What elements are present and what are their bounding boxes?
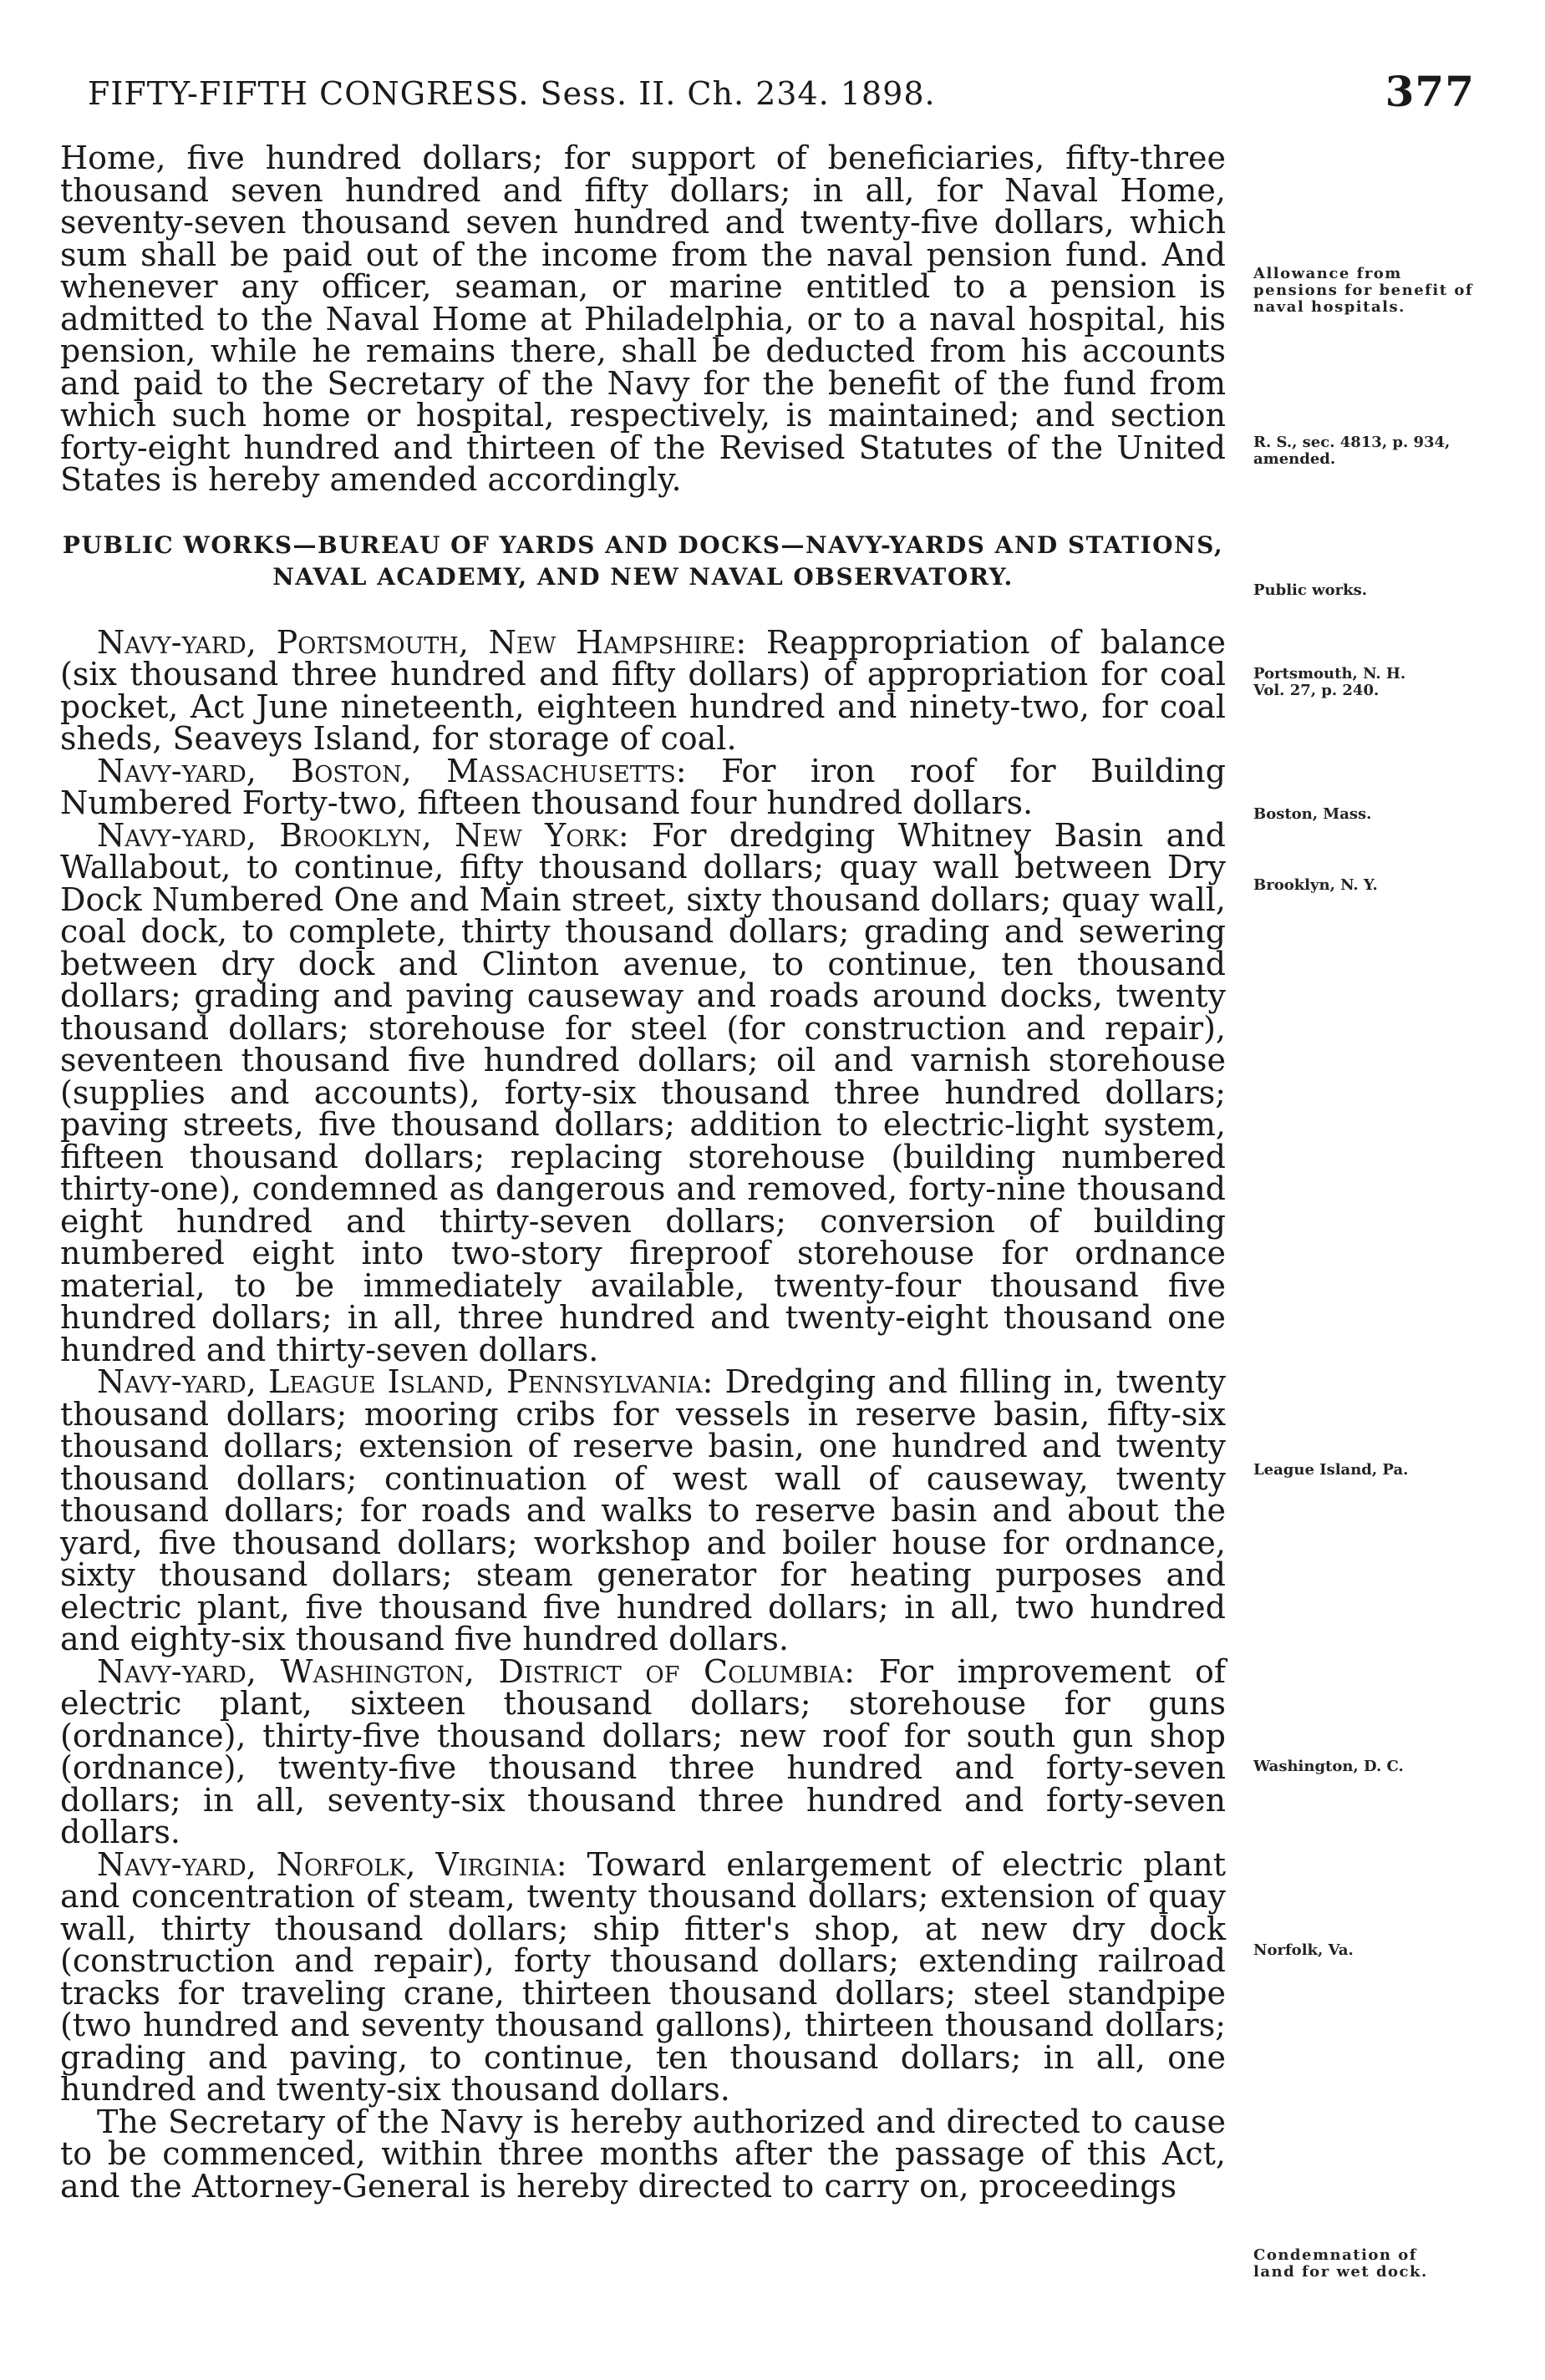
boston-label: Navy-yard, Boston, Massachusetts: bbox=[97, 752, 687, 789]
margin-note-allowance: Allowance from pensions for benefit of naval hospitals. bbox=[1253, 265, 1474, 316]
portsmouth-label: Navy-yard, Portsmouth, New Hampshire: bbox=[97, 623, 747, 661]
margin-note-portsmouth: Portsmouth, N. H. Vol. 27, p. 240. bbox=[1253, 665, 1406, 699]
portsmouth-text: Reappropriation of balance (six thousand three hundred and fifty dollars) of appropriation for coal pocket, Act June nineteenth, eighteen hundred and ninety-two, for coal sheds, Seaveys Island, for storage of coal. bbox=[60, 623, 1226, 757]
margin-note-washington: Washington, D. C. bbox=[1253, 1758, 1404, 1775]
margin-note-boston: Boston, Mass. bbox=[1253, 805, 1372, 823]
paragraph-league-island bbox=[60, 1363, 1226, 1657]
page-number: 377 bbox=[1385, 67, 1475, 116]
paragraph-norfolk bbox=[60, 1845, 1226, 2108]
paragraph-washington bbox=[60, 1652, 1226, 1850]
paragraph-naval-home: Home, five hundred dollars; for support of beneficiaries, fifty-three thousand seven hundred and fifty dollars; in all, for Naval Home, seventy-seven thousand seven hundred and twenty-five dollars, which sum shall be paid out of the income from the naval pension fund. And whenever any officer, seaman, or marine entitled to a pension is admitted to the Naval Home at Philadelphia, or to a naval hospital, his pension, while he remains there, shall be deducted from his accounts and paid to the Secretary of the Navy for the benefit of the fund from which such home or hospital, respectively, is maintained; and section forty-eight hundred and thirteen of the Revised Statutes of the United States is hereby amended accordingly. bbox=[60, 140, 1226, 498]
paragraph-portsmouth bbox=[60, 623, 1226, 757]
washington-label: Navy-yard, Washington, District of Columbia: bbox=[97, 1652, 855, 1690]
running-head: FIFTY-FIFTH CONGRESS. Sess. II. Ch. 234. 1898. bbox=[88, 75, 936, 112]
margin-note-norfolk: Norfolk, Va. bbox=[1253, 1941, 1354, 1959]
margin-note-condemnation: Condemnation of land for wet dock. bbox=[1253, 2246, 1428, 2281]
margin-note-brooklyn: Brooklyn, N. Y. bbox=[1253, 876, 1378, 894]
paragraph-brooklyn bbox=[60, 816, 1226, 1368]
margin-note-public-works: Public works. bbox=[1253, 581, 1367, 599]
margin-note-league-island: League Island, Pa. bbox=[1253, 1461, 1409, 1479]
washington-text: For improvement of electric plant, sixteen thousand dollars; storehouse for guns (ordnance), thirty-five thousand dollars; new roof for south gun shop (ordnance), twenty-five thousand three hundred and forty-seven dollars; in all, seventy-six thousand three hundred and forty-seven dollars. bbox=[60, 1652, 1226, 1850]
section-heading: PUBLIC WORKS—BUREAU OF YARDS AND DOCKS—NAVY-YARDS AND STATIONS, NAVAL ACADEMY, AND NEW NAVAL OBSERVATORY. bbox=[62, 530, 1224, 591]
league-label: Navy-yard, League Island, Pennsylvania: bbox=[97, 1363, 714, 1400]
norfolk-text: Toward enlargement of electric plant and concentration of steam, twenty thousand dollars; extension of quay wall, thirty thousand dollars; ship fitter's shop, at new dry dock (construction and repair), forty thousand dollars; extending railroad tracks for traveling crane, thirteen thousand dollars; steel standpipe (two hundred and seventy thousand gallons), thirteen thousand dollars; grading and paving, to continue, ten thousand dollars; in all, one hundred and twenty-six thousand dollars. bbox=[60, 1845, 1226, 2108]
league-text: Dredging and filling in, twenty thousand dollars; mooring cribs for vessels in reserve basin, fifty-six thousand dollars; extension of reserve basin, one hundred and twenty thousand dollars; continuation of west wall of causeway, twenty thousand dollars; for roads and walks to reserve basin and about the yard, five thousand dollars; workshop and boiler house for ordnance, sixty thousand dollars; steam generator for heating purposes and electric plant, five thousand five hundred dollars; in all, two hundred and eighty-six thousand five hundred dollars. bbox=[60, 1363, 1226, 1657]
main-text bbox=[60, 140, 1226, 2205]
brooklyn-text: For dredging Whitney Basin and Wallabout, to continue, fifty thousand dollars; quay wall between Dry Dock Numbered One and Main street, sixty thousand dollars; quay wall, coal dock, to complete, thirty thousand dollars; grading and sewering between dry dock and Clinton avenue, to continue, ten thousand dollars; grading and paving causeway and roads around docks, twenty thousand dollars; storehouse for steel (for construction and repair), seventeen thousand five hundred dollars; oil and varnish storehouse (supplies and accounts), forty-six thousand three hundred dollars; paving streets, five thousand dollars; addition to electric-light system, fifteen thousand dollars; replacing storehouse (building numbered thirty-one), condemned as dangerous and removed, forty-nine thousand eight hundred and thirty-seven dollars; conversion of building numbered eight into two-story fireproof storehouse for ordnance material, to be immediately available, twenty-four thousand five hundred dollars; in all, three hundred and twenty-eight thousand one hundred and thirty-seven dollars. bbox=[60, 816, 1226, 1368]
paragraph-boston bbox=[60, 752, 1226, 821]
brooklyn-label: Navy-yard, Brooklyn, New York: bbox=[97, 816, 629, 854]
margin-note-revised-statutes: R. S., sec. 4813, p. 934, amended. bbox=[1253, 434, 1451, 468]
norfolk-label: Navy-yard, Norfolk, Virginia: bbox=[97, 1845, 567, 1883]
boston-text: For iron roof for Building Numbered Forty-two, fifteen thousand four hundred dollars. bbox=[60, 752, 1226, 821]
page-header bbox=[88, 67, 1475, 125]
paragraph-condemnation: The Secretary of the Navy is hereby authorized and directed to cause to be commenced, within three months after the passage of this Act, and the Attorney-General is hereby directed to carry on, proceedings bbox=[60, 2103, 1226, 2205]
